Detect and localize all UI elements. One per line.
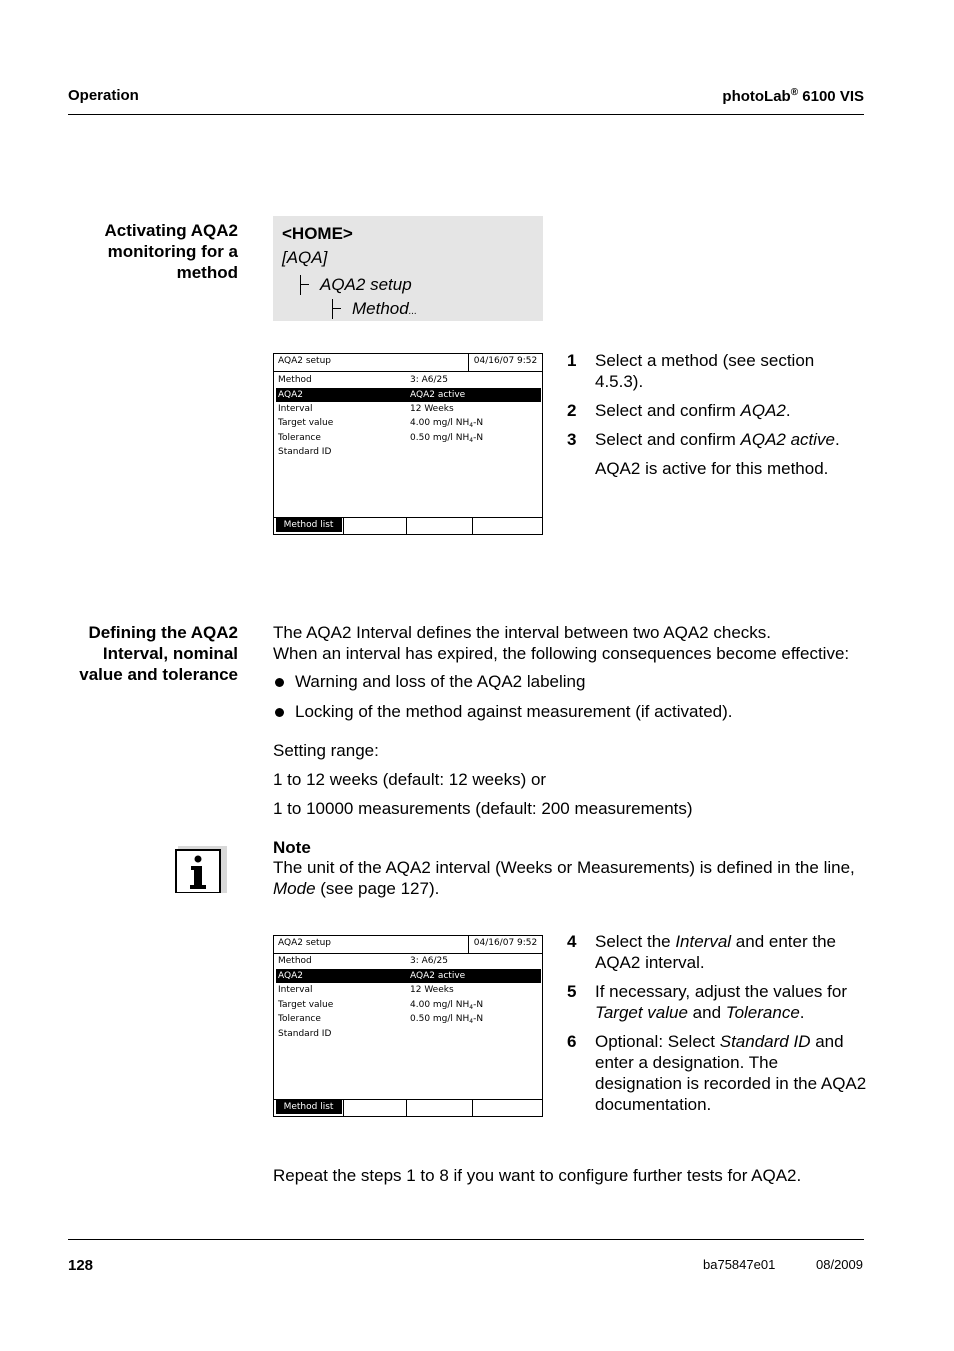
step-item: 6 Optional: Select Standard ID and enter a designation. The designation is recorded in the AQA2 documentation. [567, 1032, 867, 1114]
softkey-method-list[interactable]: Method list [274, 518, 344, 534]
footer-rule [68, 1239, 864, 1240]
intro-paragraph: The AQA2 Interval defines the interval between two AQA2 checks. When an interval has expired, the following consequences become effective: [273, 623, 850, 663]
screen-date: 04/16/07 9:52 [468, 936, 542, 953]
screen-row-method[interactable]: Method 3: A6/25 [278, 956, 448, 966]
screen-title: AQA2 setup [278, 356, 331, 366]
page-number: 128 [68, 1257, 94, 1274]
step-item: 2 Select and confirm AQA2. [567, 401, 791, 420]
step-result: AQA2 is active for this method. [595, 459, 829, 478]
nav-method: Method... [328, 296, 417, 319]
tree-branch-icon [296, 275, 310, 293]
nav-aqa: [AQA] [282, 248, 328, 267]
setting-range-measurements: 1 to 10000 measurements (default: 200 measurements) [273, 799, 693, 818]
softkey-method-list[interactable]: Method list [274, 1100, 344, 1116]
document-date: 08/2009 [816, 1257, 863, 1272]
screen-title: AQA2 setup [278, 938, 331, 948]
nav-aqa2-setup: AQA2 setup [296, 272, 412, 295]
running-header-product: photoLab® 6100 VIS [722, 87, 864, 105]
screen-row-aqa2[interactable]: AQA2 AQA2 active [276, 969, 541, 983]
note-text: The unit of the AQA2 interval (Weeks or Measurements) is defined in the line, Mode (see page 127). [273, 858, 855, 898]
note-title: Note [273, 838, 311, 857]
setting-range-weeks: 1 to 12 weeks (default: 12 weeks) or [273, 770, 547, 789]
screen-row-standard-id[interactable]: Standard ID [278, 447, 332, 457]
screen-row-tolerance[interactable]: Tolerance 0.50 mg/l $NH_4-N$ [278, 433, 484, 444]
screen-row-interval[interactable]: Interval 12 Weeks [278, 404, 454, 414]
screen-softkeys [274, 517, 542, 534]
softkey-2[interactable] [344, 518, 407, 534]
softkey-3[interactable] [407, 1100, 473, 1116]
running-header-section: Operation [68, 87, 139, 104]
step-item: 3 Select and confirm AQA2 active. [567, 430, 840, 449]
steps-list-1 [567, 350, 867, 479]
device-screen-aqa2-setup [273, 353, 543, 535]
document-number: ba75847e01 [703, 1257, 776, 1272]
device-screen-aqa2-setup [273, 935, 543, 1117]
steps-list-2 [567, 931, 867, 1115]
bullet-item: Warning and loss of the AQA2 labeling [273, 672, 585, 692]
screen-row-aqa2[interactable]: AQA2 AQA2 active [276, 388, 541, 402]
step-item: 1 Select a method (see section 4.5.3). [567, 351, 815, 391]
section-heading-defining: Defining the AQA2 Interval, nominal value and tolerance [79, 623, 238, 684]
info-icon [175, 843, 227, 893]
screen-date: 04/16/07 9:52 [468, 354, 542, 371]
header-rule [68, 114, 864, 115]
tree-branch-icon [328, 299, 342, 317]
screen-row-target-value[interactable]: Target value 4.00 mg/l $NH_4-N$ [278, 1000, 484, 1011]
nav-home: <HOME> [282, 224, 353, 243]
step-item: 5 If necessary, adjust the values for Target value and Tolerance. [567, 982, 847, 1022]
screen-row-standard-id[interactable]: Standard ID [278, 1029, 332, 1039]
screen-softkeys [274, 1099, 542, 1116]
bullet-item: Locking of the method against measurement (if activated). [273, 702, 733, 722]
setting-range-label: Setting range: [273, 741, 379, 760]
navigation-path-box [273, 216, 543, 321]
screen-row-interval[interactable]: Interval 12 Weeks [278, 985, 454, 995]
step-item: 4 Select the Interval and enter the AQA2 interval. [567, 932, 836, 972]
softkey-3[interactable] [407, 518, 473, 534]
screen-row-tolerance[interactable]: Tolerance 0.50 mg/l $NH_4-N$ [278, 1014, 484, 1025]
screen-row-target-value[interactable]: Target value 4.00 mg/l $NH_4-N$ [278, 418, 484, 429]
screen-row-method[interactable]: Method 3: A6/25 [278, 375, 448, 385]
softkey-2[interactable] [344, 1100, 407, 1116]
repeat-instruction: Repeat the steps 1 to 8 if you want to configure further tests for AQA2. [273, 1166, 802, 1185]
section-heading-activating: Activating AQA2 monitoring for a method [104, 221, 238, 282]
